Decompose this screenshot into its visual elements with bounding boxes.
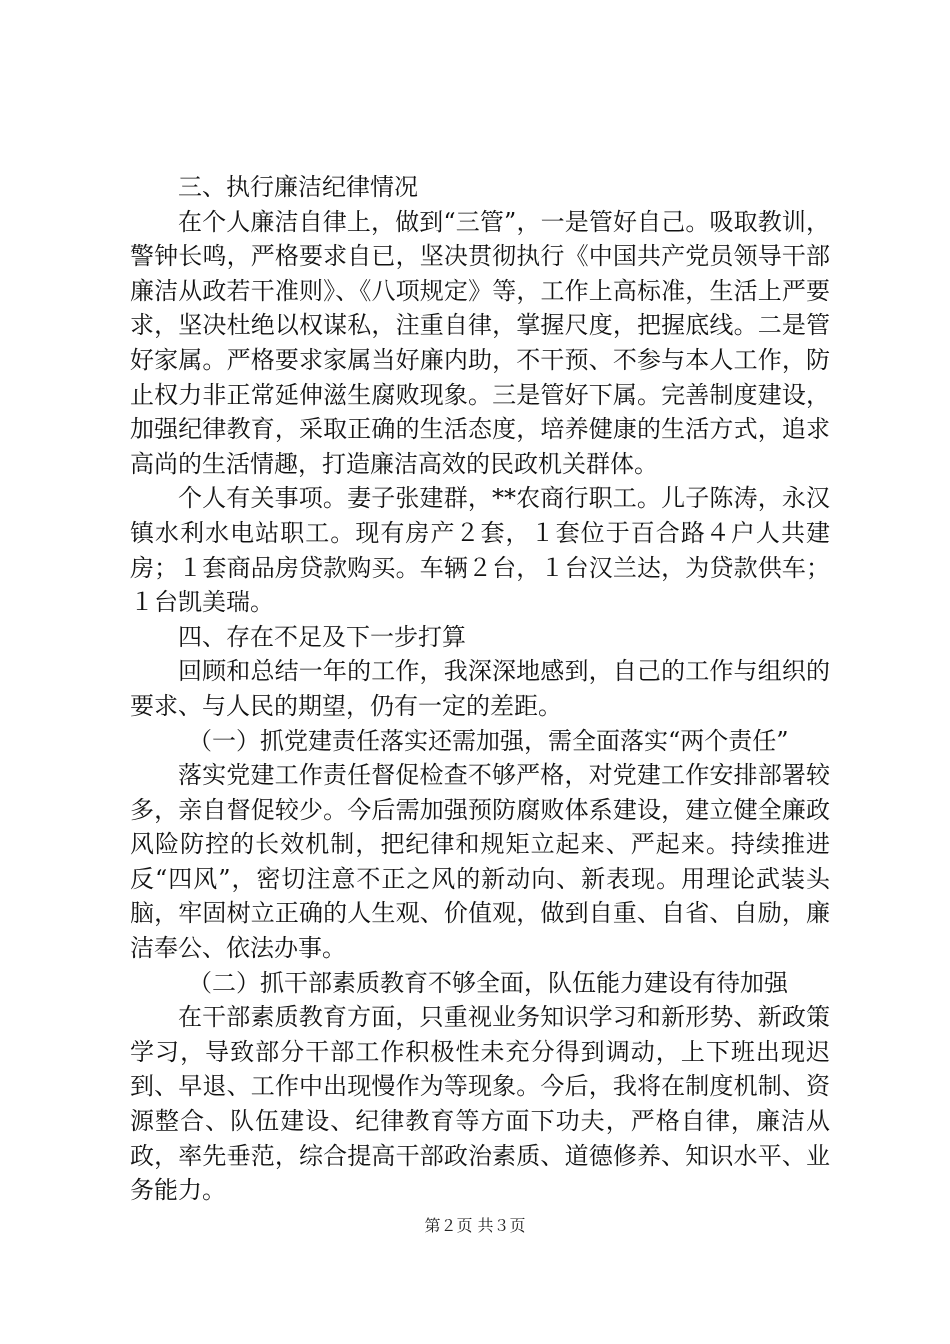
paragraph-cadre-education: 在干部素质教育方面，只重视业务知识学习和新形势、新政策学习，导致部分干部工作积极性未充分得到调动，上下班出现迟到、早退、工作中出现慢作为等现象。今后，我将在制度机制、资源整合、队伍建设、纪律教育等方面下功夫，严格自律，廉洁从政，率先垂范，综合提高干部政治素质、道德修养、知识水平、业务能力。 xyxy=(130,1003,830,1205)
paragraph-personal-matters: 个人有关事项。妻子张建群，**农商行职工。儿子陈涛，永汉镇水利水电站职工。现有房产２套，１套位于百合路４户人共建房；１套商品房贷款购买。车辆２台，１台汉兰达，为贷款供车；１台凯美瑞。 xyxy=(130,484,830,617)
subheading-party-building: （一）抓党建责任落实还需加强，需全面落实“两个责任” xyxy=(188,726,789,755)
page-number-footer: 第２页 共３页 xyxy=(424,1216,526,1235)
document-body xyxy=(130,170,830,1208)
paragraph-review: 回顾和总结一年的工作，我深深地感到，自己的工作与组织的要求、与人民的期望，仍有一定的差距。 xyxy=(130,657,830,720)
subheading-cadre-education: （二）抓干部素质教育不够全面，队伍能力建设有待加强 xyxy=(188,968,788,997)
paragraph-party-building: 落实党建工作责任督促检查不够严格，对党建工作安排部署较多，亲自督促较少。今后需加强预防腐败体系建设，建立健全廉政风险防控的长效机制，把纪律和规矩立起来、严起来。持续推进反“四风”，密切注意不正之风的新动向、新表现。用理论武装头脑，牢固树立正确的人生观、价值观，做到自重、自省、自励，廉洁奉公、依法办事。 xyxy=(130,761,830,963)
section-heading-discipline: 三、执行廉洁纪律情况 xyxy=(178,173,418,201)
section-heading-shortcomings: 四、存在不足及下一步打算 xyxy=(178,622,466,651)
paragraph-self-discipline: 在个人廉洁自律上，做到“三管”，一是管好自己。吸取教训，警钟长鸣，严格要求自已，坚决贯彻执行《中国共产党员领导干部廉洁从政若干准则》、《八项规定》等，工作上高标准，生活上严要求，坚决杜绝以权谋私，注重自律，掌握尺度，把握底线。二是管好家属。严格要求家属当好廉内助，不干预、不参与本人工作，防止权力非正常延伸滋生腐败现象。三是管好下属。完善制度建设，加强纪律教育，采取正确的生活态度，培养健康的生活方式，追求高尚的生活情趣，打造廉洁高效的民政机关群体。 xyxy=(130,207,830,478)
